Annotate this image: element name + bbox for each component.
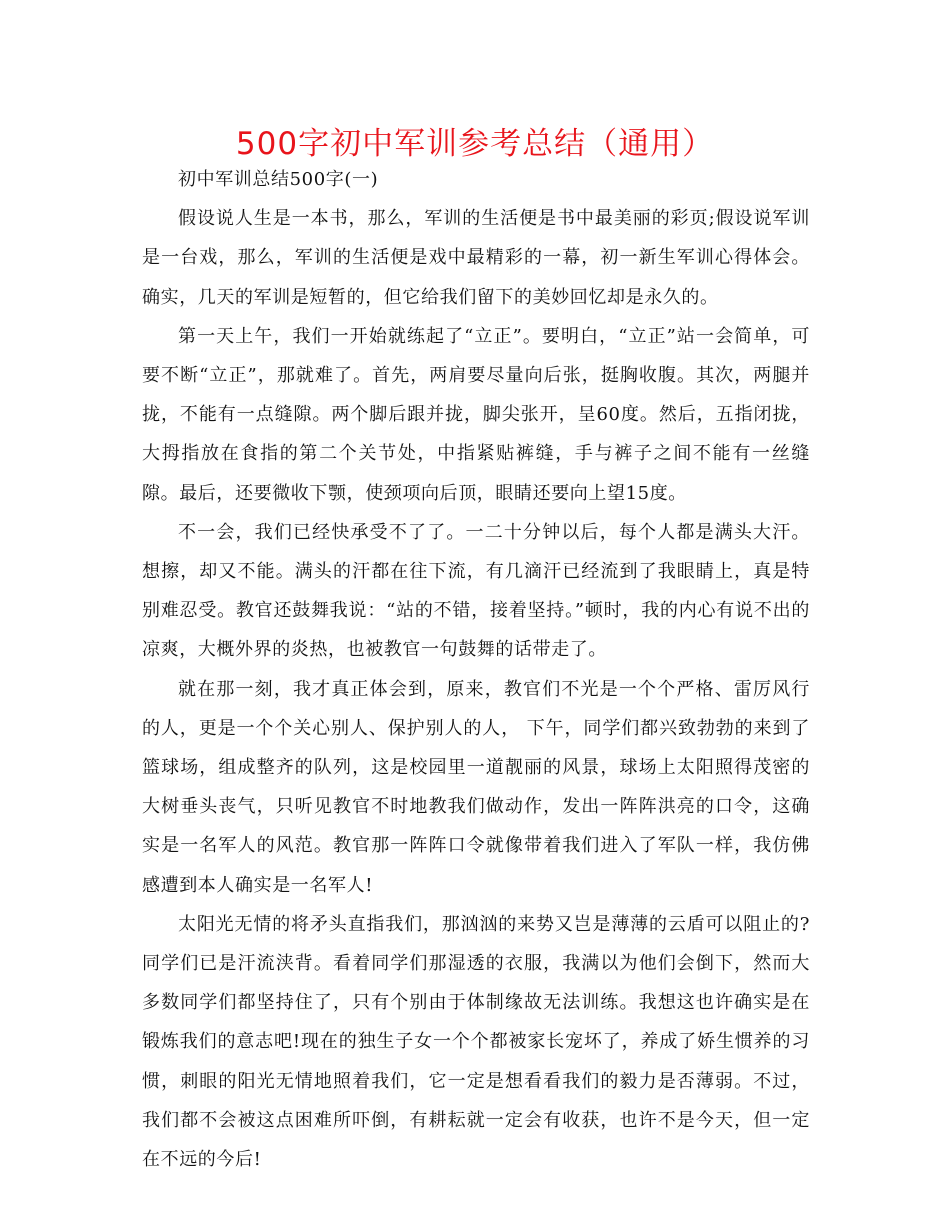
document-title: 500字初中军训参考总结（通用）: [235, 126, 715, 162]
document-body: [142, 160, 810, 1179]
paragraph-5: 太阳光无情的将矛头直指我们，那汹汹的来势又岂是薄薄的云盾可以阻止的?同学们已是汗流浃背。看着同学们那湿透的衣服，我满以为他们会倒下，然而大多数同学们都坚持住了，只有个别由于体制缘故无法训练。我想这也许确实是在锻炼我们的意志吧!现在的独生子女一个个都被家长宠坏了，养成了娇生惯养的习惯，刺眼的阳光无情地照着我们，它一定是想看看我们的毅力是否薄弱。不过，我们都不会被这点困难所吓倒，有耕耘就一定会有收获，也许不是今天，但一定在不远的今后!: [142, 913, 810, 1171]
paragraph-2: 第一天上午，我们一开始就练起了“立正”。要明白，“立正”站一会简单，可要不断“立正”，那就难了。首先，两肩要尽量向后张，挺胸收腹。其次，两腿并拢，不能有一点缝隙。两个脚后跟并拢，脚尖张开，呈60度。然后，五指闭拢，大拇指放在食指的第二个关节处，中指紧贴裤缝，手与裤子之间不能有一丝缝隙。最后，还要微收下颚，使颈项向后顶，眼睛还要向上望15度。: [142, 325, 810, 504]
paragraph-4: 就在那一刻，我才真正体会到，原来，教官们不光是一个个严格、雷厉风行的人，更是一个个关心别人、保护别人的人， 下午，同学们都兴致勃勃的来到了篮球场，组成整齐的队列，这是校园里一道靓丽的风景，球场上太阳照得茂密的大树垂头丧气，只听见教官不时地教我们做动作，发出一阵阵洪亮的口令，这确实是一名军人的风范。教官那一阵阵口令就像带着我们进入了军队一样，我仿佛感遭到本人确实是一名军人!: [142, 678, 810, 896]
paragraph-3: 不一会，我们已经快承受不了了。一二十分钟以后，每个人都是满头大汗。想擦，却又不能。满头的汗都在往下流，有几滴汗已经流到了我眼睛上，真是特别难忍受。教官还鼓舞我说：“站的不错，接着坚持。”顿时，我的内心有说不出的凉爽，大概外界的炎热，也被教官一句鼓舞的话带走了。: [142, 521, 810, 661]
document-subtitle: 初中军训总结500字(一): [178, 169, 379, 190]
paragraph-1: 假设说人生是一本书，那么，军训的生活便是书中最美丽的彩页;假设说军训是一台戏，那么，军训的生活便是戏中最精彩的一幕，初一新生军训心得体会。确实，几天的军训是短暂的，但它给我们留下的美妙回忆却是永久的。: [142, 208, 810, 308]
